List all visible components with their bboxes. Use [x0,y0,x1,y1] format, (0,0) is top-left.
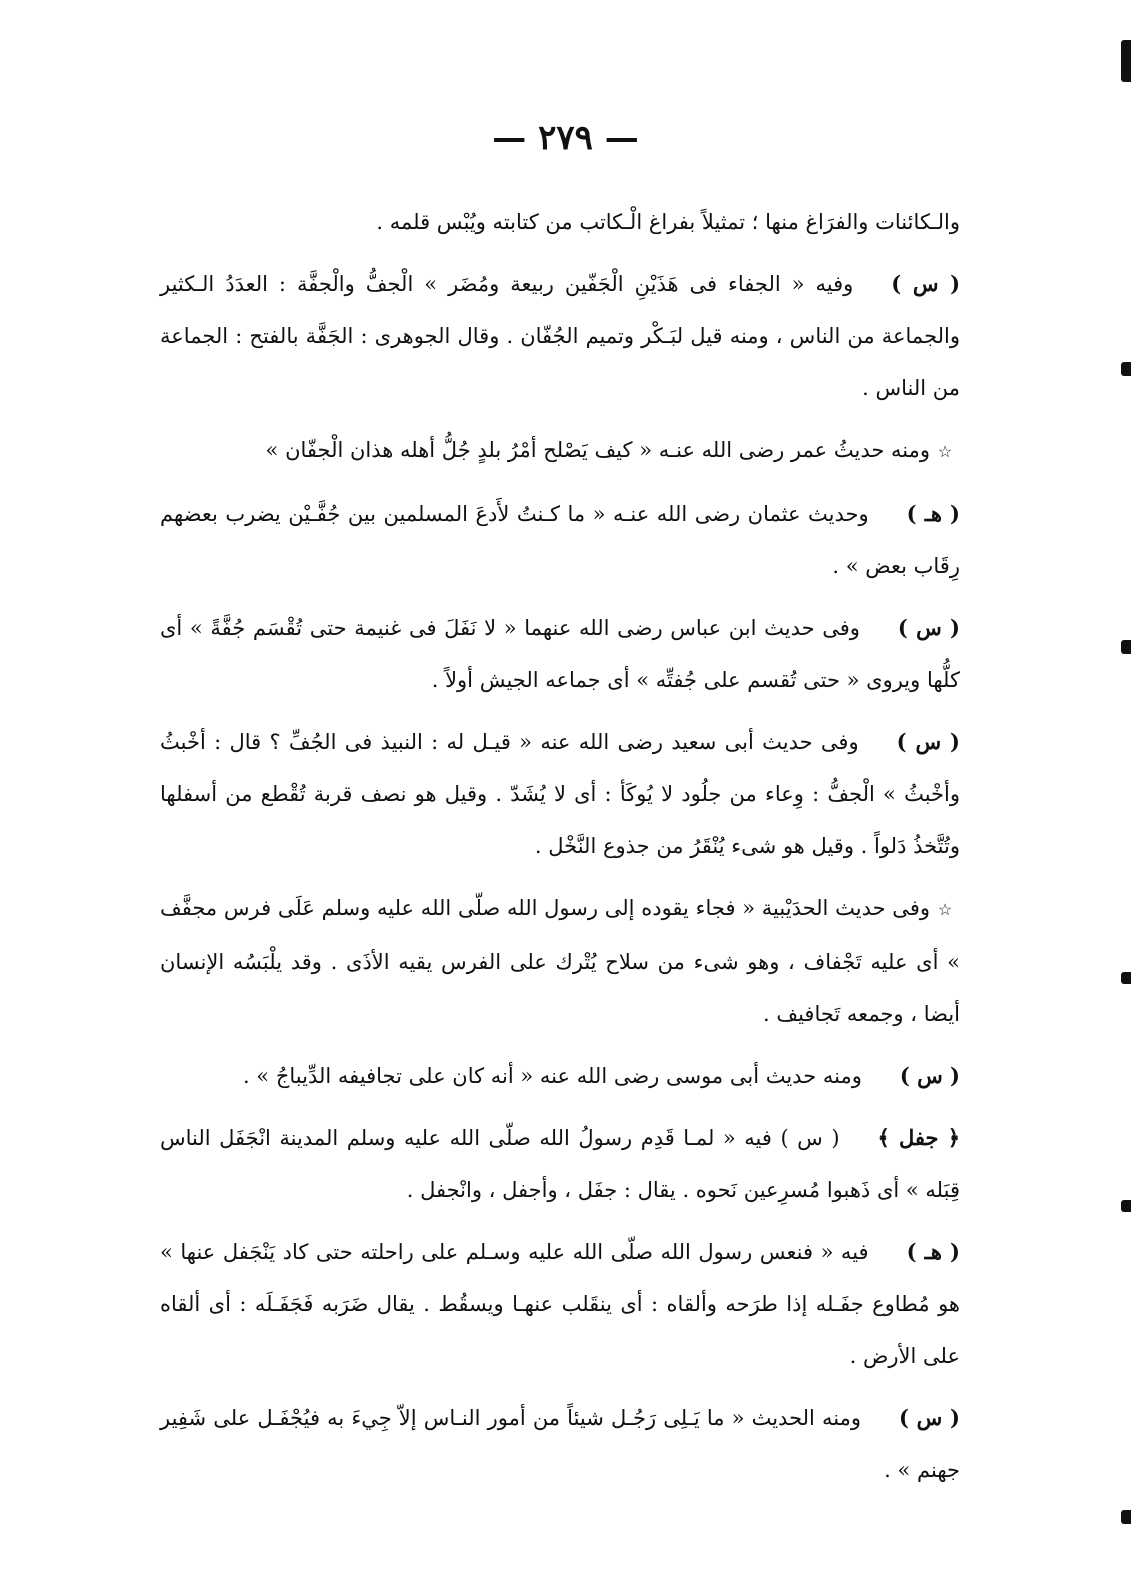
paragraph [160,1226,960,1382]
source-tag: ( س ) [896,729,960,754]
paragraph-text: وفى حديث الحدَيْبية « فجاء يقوده إلى رسول الله صلّى الله عليه وسلم عَلَى فرس مجفَّف » أى عليه تَجْفاف ، وهو شىء من سلاح يُتْرك على الفرس يقيه الأذَى . وقد يلْبَسُه الإنسان أيضا ، وجمعه تَجافيف . [160,896,960,1026]
paragraph-text: والـكائنات والفرَاغ منها ؛ تمثيلاً بفراغ الْـكاتب من كتابته ويُبْس قلمه . [376,210,960,234]
source-tag: ( س ) [898,1405,960,1430]
source-tag: ( س ) [899,1063,960,1088]
scan-edge-mark [1121,1510,1131,1524]
paragraph-text: ( س ) فيه « لمـا قَدِم رسولُ الله صلّى الله عليه وسلم المدينة انْجَفَل الناس قِبَله » أى ذَهبوا مُسرِعين نَحوه . يقال : جفَل ، وأجفل ، وانْجفل . [160,1126,960,1202]
paragraph [160,882,960,1040]
paragraph-text: وفى حديث ابن عباس رضى الله عنهما « لا نَفَلَ فى غنيمة حتى تُقْسَم جُفَّةً » أى كلُّها ويروى « حتى تُقسم على جُفتِّه » أى جماعه الجيش أولاً . [160,616,960,692]
paragraph-text: ومنه الحديث « ما يَـلِى رَجُـل شيئاً من أمور النـاس إلاّ جِيءَ به فيُجْفَـل على شَفِير جهنم » . [160,1406,960,1482]
star-marker-icon: ☆ [937,442,953,461]
paragraph [160,196,960,248]
page-number: — ٢٧٩ — [492,118,639,158]
source-tag: ( س ) [891,271,960,296]
paragraph [160,488,960,592]
paragraph-text: وفى حديث أبى سعيد رضى الله عنه « قيـل له : النبيذ فى الجُفِّ ؟ قال : أخْبثُ وأخْبثُ » الْجفُّ : وِعاء من جلُود لا يُوكَأ : أى لا يُشَدّ . وقيل هو نصف قربة تُقْطع من أسفلها وتُتَّخذُ دَلواً . وقيل هو شىء يُنْقَرُ من جذوع النَّخْل . [160,730,960,858]
document-body [160,196,960,1506]
scan-edge-mark [1121,640,1131,654]
paragraph-text: وفيه « الجفاء فى هَذَيْنِ الْجَفّين ربيعة ومُضَر » الْجفُّ والْجفَّة : العدَدُ الـكثير والجماعة من الناس ، ومنه قيل لبَـكْر وتميم الجُفّان . وقال الجوهرى : الجَفَّة بالفتح : الجماعة من الناس . [160,272,960,400]
paragraph-text: فيه « فنعس رسول الله صلّى الله عليه وسـلم على راحلته حتى كاد يَنْجَفل عنها » هو مُطاوع جفَـله إذا طرَحه وألقاه : أى ينقَلب عنهـا ويسقُط . يقال ضَرَبه فَجَفَـلَه : أى ألقاه على الأرض . [160,1240,960,1368]
paragraph [160,1050,960,1102]
paragraph [160,424,960,478]
source-tag: ( هـ ) [906,1239,960,1264]
scan-edge-mark [1121,362,1131,376]
source-tag: ( س ) [897,615,960,640]
star-marker-icon: ☆ [937,900,953,919]
paragraph [160,258,960,414]
entry-headword: ﴿ جفل ﴾ [877,1125,960,1150]
scan-edge-mark [1121,972,1131,984]
paragraph [160,602,960,706]
paragraph [160,1392,960,1496]
paragraph-text: ومنه حديثُ عمر رضى الله عنـه « كيف يَصْلح أمْرُ بلدٍ جُلُّ أهله هذان الْجفّان » [265,438,930,462]
source-tag: ( هـ ) [906,501,960,526]
paragraph [160,716,960,872]
scan-edge-mark [1121,1200,1131,1212]
paragraph [160,1112,960,1216]
paragraph-text: ومنه حديث أبى موسى رضى الله عنه « أنه كان على تجافيفه الدِّيباجُ » . [242,1064,862,1088]
paragraph-text: وحديث عثمان رضى الله عنـه « ما كـنتُ لأَدعَ المسلمين بين جُفَّـيْن يضرب بعضهم رِقَاب بعض » . [160,502,960,578]
scan-edge-mark [1121,40,1131,82]
